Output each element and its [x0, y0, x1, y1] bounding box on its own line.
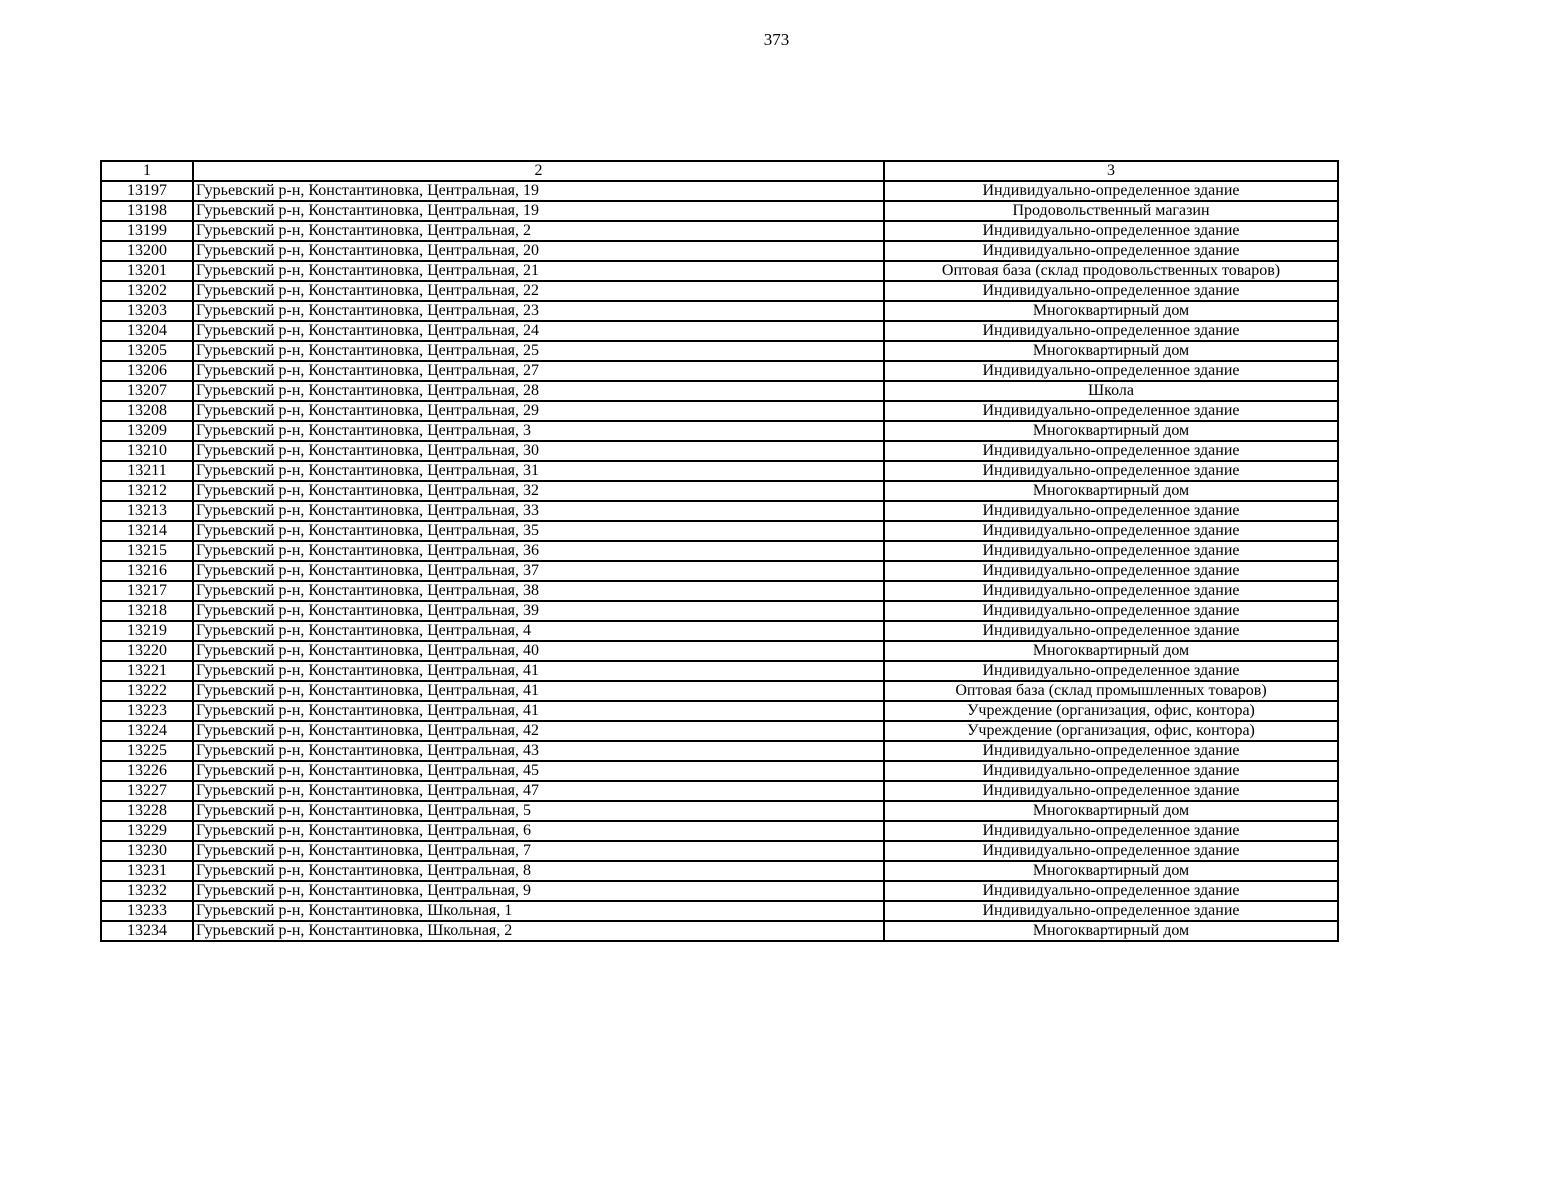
- row-number-cell: 13223: [101, 701, 193, 721]
- address-cell: Гурьевский р-н, Константиновка, Центральная, 6: [193, 821, 884, 841]
- building-type-cell: Индивидуально-определенное здание: [884, 581, 1338, 601]
- table-row: [101, 721, 1338, 741]
- building-type-cell: Индивидуально-определенное здание: [884, 321, 1338, 341]
- address-cell: Гурьевский р-н, Константиновка, Центральная, 32: [193, 481, 884, 501]
- address-cell: Гурьевский р-н, Константиновка, Центральная, 20: [193, 241, 884, 261]
- building-type-cell: Индивидуально-определенное здание: [884, 661, 1338, 681]
- row-number-cell: 13202: [101, 281, 193, 301]
- table-row: [101, 701, 1338, 721]
- table-header-row: [101, 161, 1338, 181]
- address-cell: Гурьевский р-н, Константиновка, Центральная, 23: [193, 301, 884, 321]
- address-cell: Гурьевский р-н, Константиновка, Школьная, 2: [193, 921, 884, 941]
- table-row: [101, 541, 1338, 561]
- row-number-cell: 13211: [101, 461, 193, 481]
- building-type-cell: Многоквартирный дом: [884, 301, 1338, 321]
- table-row: [101, 241, 1338, 261]
- table-row: [101, 201, 1338, 221]
- table-row: [101, 341, 1338, 361]
- building-type-cell: Индивидуально-определенное здание: [884, 521, 1338, 541]
- building-type-cell: Учреждение (организация, офис, контора): [884, 721, 1338, 741]
- address-cell: Гурьевский р-н, Константиновка, Центральная, 41: [193, 661, 884, 681]
- row-number-cell: 13225: [101, 741, 193, 761]
- row-number-cell: 13220: [101, 641, 193, 661]
- row-number-cell: 13206: [101, 361, 193, 381]
- table-row: [101, 281, 1338, 301]
- table-row: [101, 581, 1338, 601]
- table-row: [101, 321, 1338, 341]
- table-row: [101, 401, 1338, 421]
- building-type-cell: Индивидуально-определенное здание: [884, 621, 1338, 641]
- row-number-cell: 13227: [101, 781, 193, 801]
- building-type-cell: Многоквартирный дом: [884, 921, 1338, 941]
- address-cell: Гурьевский р-н, Константиновка, Центральная, 43: [193, 741, 884, 761]
- address-cell: Гурьевский р-н, Константиновка, Центральная, 29: [193, 401, 884, 421]
- address-cell: Гурьевский р-н, Константиновка, Центральная, 37: [193, 561, 884, 581]
- building-type-cell: Индивидуально-определенное здание: [884, 601, 1338, 621]
- row-number-cell: 13232: [101, 881, 193, 901]
- building-type-cell: Индивидуально-определенное здание: [884, 361, 1338, 381]
- column-header-2: 2: [193, 161, 884, 181]
- row-number-cell: 13229: [101, 821, 193, 841]
- address-cell: Гурьевский р-н, Константиновка, Центральная, 3: [193, 421, 884, 441]
- building-type-cell: Индивидуально-определенное здание: [884, 881, 1338, 901]
- table-row: [101, 521, 1338, 541]
- building-type-cell: Продовольственный магазин: [884, 201, 1338, 221]
- building-type-cell: Индивидуально-определенное здание: [884, 741, 1338, 761]
- address-cell: Гурьевский р-н, Константиновка, Центральная, 8: [193, 861, 884, 881]
- table-row: [101, 421, 1338, 441]
- building-type-cell: Индивидуально-определенное здание: [884, 541, 1338, 561]
- row-number-cell: 13215: [101, 541, 193, 561]
- building-type-cell: Индивидуально-определенное здание: [884, 841, 1338, 861]
- row-number-cell: 13231: [101, 861, 193, 881]
- address-cell: Гурьевский р-н, Константиновка, Центральная, 35: [193, 521, 884, 541]
- address-cell: Гурьевский р-н, Константиновка, Центральная, 21: [193, 261, 884, 281]
- building-type-cell: Индивидуально-определенное здание: [884, 821, 1338, 841]
- address-cell: Гурьевский р-н, Константиновка, Центральная, 41: [193, 701, 884, 721]
- table-row: [101, 221, 1338, 241]
- address-cell: Гурьевский р-н, Константиновка, Центральная, 19: [193, 201, 884, 221]
- table-row: [101, 901, 1338, 921]
- table-row: [101, 361, 1338, 381]
- address-cell: Гурьевский р-н, Константиновка, Центральная, 39: [193, 601, 884, 621]
- building-type-cell: Индивидуально-определенное здание: [884, 461, 1338, 481]
- building-type-cell: Многоквартирный дом: [884, 861, 1338, 881]
- table-row: [101, 921, 1338, 941]
- address-cell: Гурьевский р-н, Константиновка, Школьная, 1: [193, 901, 884, 921]
- address-cell: Гурьевский р-н, Константиновка, Центральная, 25: [193, 341, 884, 361]
- building-type-cell: Школа: [884, 381, 1338, 401]
- address-cell: Гурьевский р-н, Константиновка, Центральная, 41: [193, 681, 884, 701]
- row-number-cell: 13228: [101, 801, 193, 821]
- table-row: [101, 481, 1338, 501]
- building-type-cell: Многоквартирный дом: [884, 341, 1338, 361]
- building-type-cell: Индивидуально-определенное здание: [884, 221, 1338, 241]
- row-number-cell: 13199: [101, 221, 193, 241]
- table-row: [101, 381, 1338, 401]
- row-number-cell: 13205: [101, 341, 193, 361]
- row-number-cell: 13204: [101, 321, 193, 341]
- building-type-cell: Индивидуально-определенное здание: [884, 781, 1338, 801]
- table-row: [101, 681, 1338, 701]
- building-type-cell: Индивидуально-определенное здание: [884, 761, 1338, 781]
- building-type-cell: Многоквартирный дом: [884, 481, 1338, 501]
- row-number-cell: 13207: [101, 381, 193, 401]
- building-type-cell: Индивидуально-определенное здание: [884, 401, 1338, 421]
- building-type-cell: Индивидуально-определенное здание: [884, 281, 1338, 301]
- building-type-cell: Оптовая база (склад промышленных товаров): [884, 681, 1338, 701]
- address-cell: Гурьевский р-н, Константиновка, Центральная, 28: [193, 381, 884, 401]
- address-cell: Гурьевский р-н, Константиновка, Центральная, 33: [193, 501, 884, 521]
- address-cell: Гурьевский р-н, Константиновка, Центральная, 27: [193, 361, 884, 381]
- table-row: [101, 461, 1338, 481]
- row-number-cell: 13218: [101, 601, 193, 621]
- table-row: [101, 861, 1338, 881]
- row-number-cell: 13221: [101, 661, 193, 681]
- address-cell: Гурьевский р-н, Константиновка, Центральная, 38: [193, 581, 884, 601]
- address-cell: Гурьевский р-н, Константиновка, Центральная, 36: [193, 541, 884, 561]
- row-number-cell: 13198: [101, 201, 193, 221]
- row-number-cell: 13230: [101, 841, 193, 861]
- row-number-cell: 13201: [101, 261, 193, 281]
- column-header-1: 1: [101, 161, 193, 181]
- building-type-cell: Индивидуально-определенное здание: [884, 501, 1338, 521]
- row-number-cell: 13214: [101, 521, 193, 541]
- table-row: [101, 601, 1338, 621]
- address-cell: Гурьевский р-н, Константиновка, Центральная, 19: [193, 181, 884, 201]
- table-row: [101, 261, 1338, 281]
- address-cell: Гурьевский р-н, Константиновка, Центральная, 47: [193, 781, 884, 801]
- table-row: [101, 741, 1338, 761]
- row-number-cell: 13208: [101, 401, 193, 421]
- table-row: [101, 821, 1338, 841]
- table-row: [101, 761, 1338, 781]
- table-row: [101, 501, 1338, 521]
- address-cell: Гурьевский р-н, Константиновка, Центральная, 2: [193, 221, 884, 241]
- building-type-cell: Многоквартирный дом: [884, 421, 1338, 441]
- building-type-cell: Учреждение (организация, офис, контора): [884, 701, 1338, 721]
- registry-table: [100, 160, 1339, 942]
- table-row: [101, 181, 1338, 201]
- row-number-cell: 13222: [101, 681, 193, 701]
- column-header-3: 3: [884, 161, 1338, 181]
- address-cell: Гурьевский р-н, Константиновка, Центральная, 5: [193, 801, 884, 821]
- page-number: 373: [763, 30, 790, 49]
- building-type-cell: Индивидуально-определенное здание: [884, 441, 1338, 461]
- row-number-cell: 13224: [101, 721, 193, 741]
- table-row: [101, 661, 1338, 681]
- row-number-cell: 13213: [101, 501, 193, 521]
- row-number-cell: 13210: [101, 441, 193, 461]
- address-cell: Гурьевский р-н, Константиновка, Центральная, 4: [193, 621, 884, 641]
- building-type-cell: Индивидуально-определенное здание: [884, 561, 1338, 581]
- address-cell: Гурьевский р-н, Константиновка, Центральная, 42: [193, 721, 884, 741]
- table-row: [101, 781, 1338, 801]
- address-cell: Гурьевский р-н, Константиновка, Центральная, 31: [193, 461, 884, 481]
- table-row: [101, 801, 1338, 821]
- row-number-cell: 13203: [101, 301, 193, 321]
- row-number-cell: 13234: [101, 921, 193, 941]
- row-number-cell: 13197: [101, 181, 193, 201]
- building-type-cell: Многоквартирный дом: [884, 641, 1338, 661]
- table-row: [101, 441, 1338, 461]
- row-number-cell: 13212: [101, 481, 193, 501]
- row-number-cell: 13217: [101, 581, 193, 601]
- building-type-cell: Оптовая база (склад продовольственных товаров): [884, 261, 1338, 281]
- address-cell: Гурьевский р-н, Константиновка, Центральная, 22: [193, 281, 884, 301]
- table-row: [101, 621, 1338, 641]
- table-row: [101, 841, 1338, 861]
- address-cell: Гурьевский р-н, Константиновка, Центральная, 40: [193, 641, 884, 661]
- row-number-cell: 13209: [101, 421, 193, 441]
- table-row: [101, 301, 1338, 321]
- address-cell: Гурьевский р-н, Константиновка, Центральная, 30: [193, 441, 884, 461]
- row-number-cell: 13219: [101, 621, 193, 641]
- building-type-cell: Многоквартирный дом: [884, 801, 1338, 821]
- row-number-cell: 13216: [101, 561, 193, 581]
- address-cell: Гурьевский р-н, Константиновка, Центральная, 45: [193, 761, 884, 781]
- address-cell: Гурьевский р-н, Константиновка, Центральная, 9: [193, 881, 884, 901]
- table-row: [101, 561, 1338, 581]
- row-number-cell: 13226: [101, 761, 193, 781]
- building-type-cell: Индивидуально-определенное здание: [884, 181, 1338, 201]
- row-number-cell: 13200: [101, 241, 193, 261]
- table-row: [101, 641, 1338, 661]
- address-cell: Гурьевский р-н, Константиновка, Центральная, 24: [193, 321, 884, 341]
- building-type-cell: Индивидуально-определенное здание: [884, 241, 1338, 261]
- row-number-cell: 13233: [101, 901, 193, 921]
- address-cell: Гурьевский р-н, Константиновка, Центральная, 7: [193, 841, 884, 861]
- table-row: [101, 881, 1338, 901]
- building-type-cell: Индивидуально-определенное здание: [884, 901, 1338, 921]
